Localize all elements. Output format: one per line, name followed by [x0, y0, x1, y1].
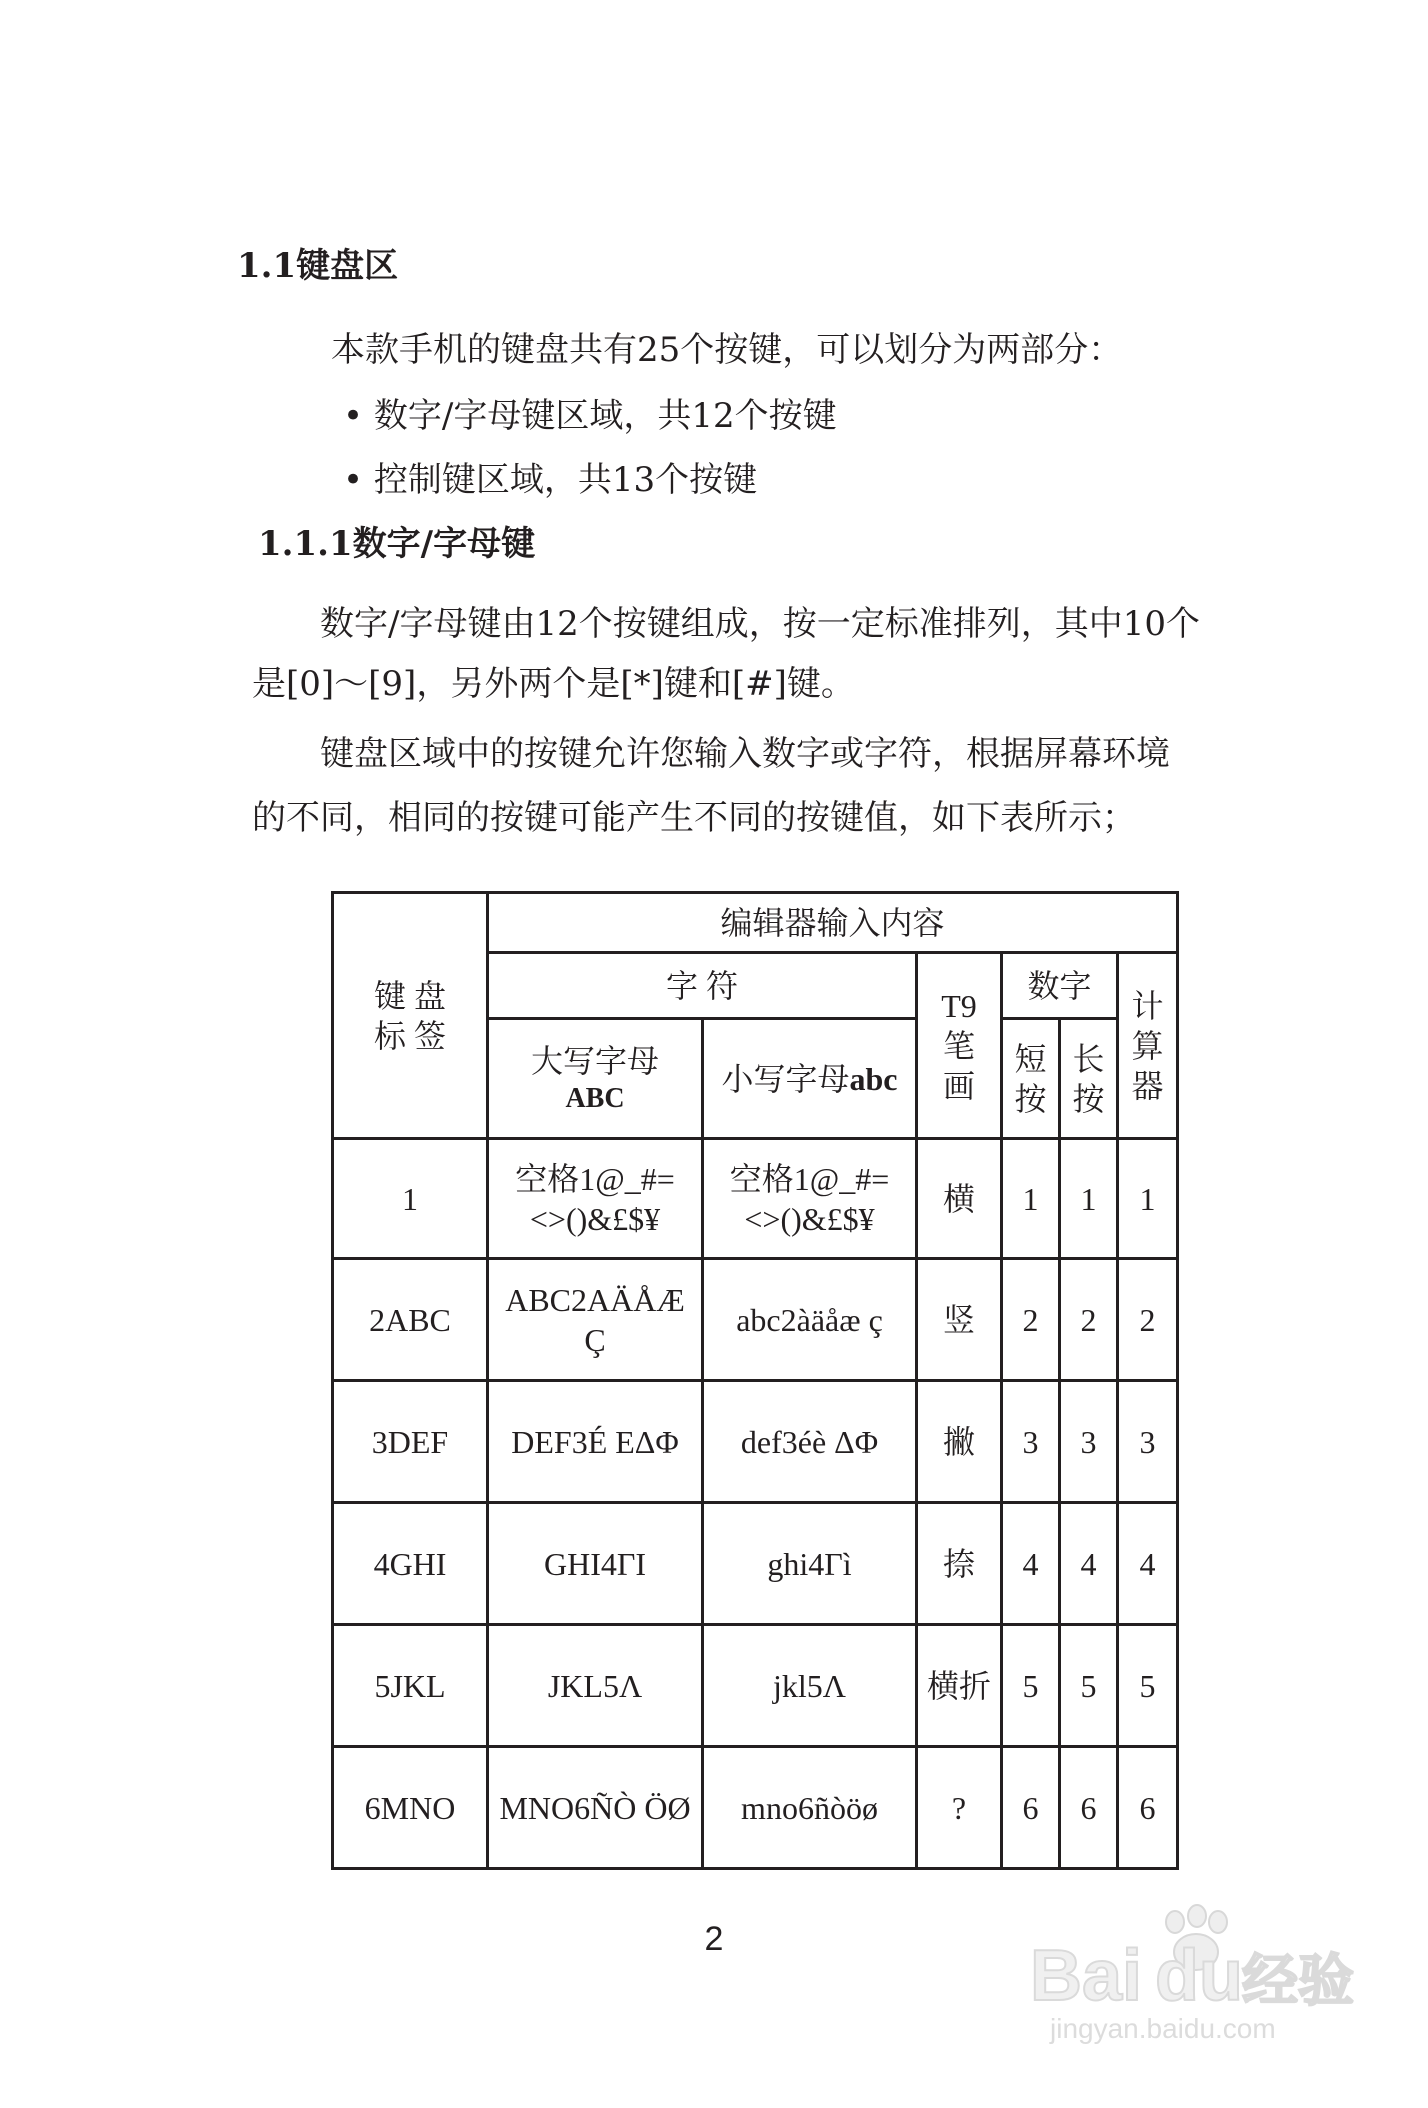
header-uppercase: 大写字母 ABC: [488, 1019, 703, 1139]
uppercase-chars: ABC2AÄÅÆ Ç: [488, 1259, 703, 1381]
subsection-heading: 1.1.1数字/字母键: [258, 524, 536, 564]
lowercase-chars: mno6ñòöø: [703, 1747, 917, 1869]
bullet-item-2: • 控制键区域，共13个按键: [343, 460, 758, 500]
long-press-value: 6: [1060, 1747, 1118, 1869]
paragraph-1-line-2: 是[0]～[9]，另外两个是[*]键和[#]键。: [252, 664, 855, 704]
t9-stroke: 横折: [917, 1625, 1002, 1747]
uppercase-chars: 空格1@_#= <>()&£$¥: [488, 1139, 703, 1259]
long-press-value: 2: [1060, 1259, 1118, 1381]
t9-stroke: ?: [917, 1747, 1002, 1869]
short-press-value: 5: [1002, 1625, 1060, 1747]
uppercase-chars: JKL5Λ: [488, 1625, 703, 1747]
table-row: [333, 1139, 1178, 1259]
table-row: [333, 1381, 1178, 1503]
long-press-value: 4: [1060, 1503, 1118, 1625]
header-editor-input: 编辑器输入内容: [488, 893, 1178, 953]
lowercase-chars: def3éè ΔΦ: [703, 1381, 917, 1503]
long-press-value: 3: [1060, 1381, 1118, 1503]
key-label: 3DEF: [333, 1381, 488, 1503]
short-press-value: 2: [1002, 1259, 1060, 1381]
paragraph-2-line-1: 键盘区域中的按键允许您输入数字或字符，根据屏幕环境: [320, 734, 1170, 774]
lowercase-chars: ghi4Γì: [703, 1503, 917, 1625]
key-label: 5JKL: [333, 1625, 488, 1747]
short-press-value: 1: [1002, 1139, 1060, 1259]
calculator-value: 5: [1118, 1625, 1178, 1747]
header-t9-stroke: T9 笔 画: [917, 953, 1002, 1139]
uppercase-chars: GHI4ΓI: [488, 1503, 703, 1625]
t9-stroke: 撇: [917, 1381, 1002, 1503]
lowercase-chars: jkl5Λ: [703, 1625, 917, 1747]
short-press-value: 3: [1002, 1381, 1060, 1503]
t9-stroke: 捺: [917, 1503, 1002, 1625]
table-row: [333, 1747, 1178, 1869]
t9-stroke: 横: [917, 1139, 1002, 1259]
baidu-jingyan-watermark: [1020, 1900, 1360, 2050]
calculator-value: 2: [1118, 1259, 1178, 1381]
table-row: [333, 1259, 1178, 1381]
key-label: 2ABC: [333, 1259, 488, 1381]
table-row: [333, 1625, 1178, 1747]
long-press-value: 1: [1060, 1139, 1118, 1259]
uppercase-chars: MNO6ÑÒ ÖØ: [488, 1747, 703, 1869]
watermark-brand-right: 经验: [1242, 1949, 1354, 2012]
key-label: 6MNO: [333, 1747, 488, 1869]
watermark-brand-mid: du: [1155, 1936, 1243, 2016]
long-press-value: 5: [1060, 1625, 1118, 1747]
calculator-value: 6: [1118, 1747, 1178, 1869]
header-calculator: 计 算 器: [1118, 953, 1178, 1139]
short-press-value: 4: [1002, 1503, 1060, 1625]
paragraph-1-line-1: 数字/字母键由12个按键组成，按一定标准排列，其中10个: [320, 604, 1200, 644]
section-heading: 1.1键盘区: [237, 246, 399, 286]
key-label: 1: [333, 1139, 488, 1259]
header-digits: 数字: [1002, 953, 1118, 1019]
header-lowercase: 小写字母abc: [703, 1019, 917, 1139]
lowercase-chars: abc2àäåæ ç: [703, 1259, 917, 1381]
calculator-value: 4: [1118, 1503, 1178, 1625]
watermark-brand-left: Bai: [1030, 1936, 1143, 2016]
header-key-label: 键 盘 标 签: [333, 893, 488, 1139]
table-row: [333, 1503, 1178, 1625]
header-long-press: 长 按: [1060, 1019, 1118, 1139]
calculator-value: 3: [1118, 1381, 1178, 1503]
header-short-press: 短 按: [1002, 1019, 1060, 1139]
t9-stroke: 竖: [917, 1259, 1002, 1381]
short-press-value: 6: [1002, 1747, 1060, 1869]
uppercase-chars: DEF3É EΔΦ: [488, 1381, 703, 1503]
page-number: 2: [704, 1920, 724, 1958]
keypad-table: [331, 891, 1179, 1870]
paragraph-2-line-2: 的不同，相同的按键可能产生不同的按键值，如下表所示；: [252, 798, 1136, 838]
bullet-item-1: • 数字/字母键区域，共12个按键: [343, 396, 837, 436]
header-characters: 字 符: [488, 953, 917, 1019]
watermark-url: jingyan.baidu.com: [1050, 2013, 1276, 2044]
key-label: 4GHI: [333, 1503, 488, 1625]
intro-paragraph: 本款手机的键盘共有25个按键，可以划分为两部分：: [331, 330, 1123, 370]
calculator-value: 1: [1118, 1139, 1178, 1259]
lowercase-chars: 空格1@_#= <>()&£$¥: [703, 1139, 917, 1259]
